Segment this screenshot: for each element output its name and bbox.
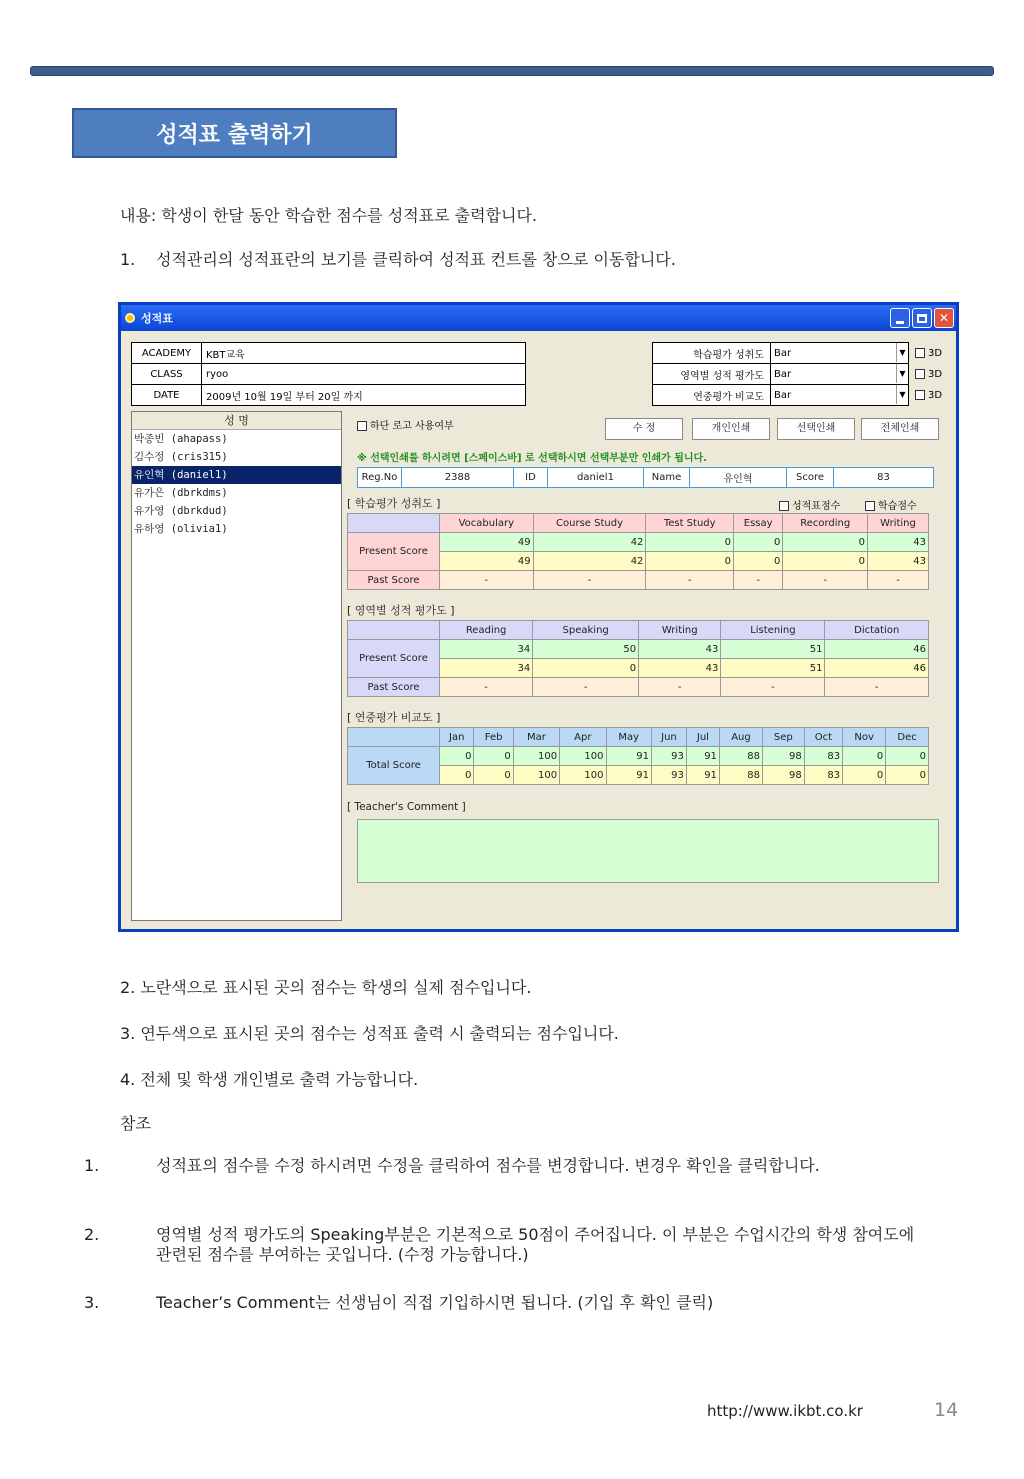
chevron-down-icon[interactable]: ▼ <box>896 343 908 362</box>
score-cell: 98 <box>763 766 805 785</box>
present-score-label: Present Score <box>348 533 440 571</box>
score-cell: 49 <box>440 552 534 571</box>
past-cell: - <box>825 678 929 697</box>
score-cell: 0 <box>886 766 929 785</box>
col-header: Essay <box>733 514 782 533</box>
check-report-score[interactable]: 성적표점수 <box>779 497 840 512</box>
col-header: May <box>606 728 652 747</box>
col-header: Speaking <box>533 621 639 640</box>
score-cell: 0 <box>733 552 782 571</box>
app-icon <box>125 313 135 323</box>
score-cell: 83 <box>804 747 842 766</box>
score-cell: 91 <box>606 766 652 785</box>
score-cell: 46 <box>825 659 929 678</box>
score-cell[interactable]: 50 <box>533 640 639 659</box>
past-cell: - <box>440 571 534 590</box>
area-table <box>347 620 929 697</box>
col-header: Writing <box>639 621 721 640</box>
chevron-down-icon[interactable]: ▼ <box>896 364 908 383</box>
chart-type-selects <box>652 342 943 406</box>
step-1 <box>120 247 676 270</box>
score-cell[interactable]: 0 <box>733 533 782 552</box>
score-cell: 100 <box>560 766 606 785</box>
reg-label: Reg.No <box>358 468 402 488</box>
footer-url[interactable]: http://www.ikbt.co.kr <box>707 1402 863 1420</box>
score-cell[interactable]: 0 <box>646 533 734 552</box>
score-cell[interactable]: 42 <box>533 533 646 552</box>
score-cell: 100 <box>513 747 559 766</box>
score-cell: 88 <box>719 766 762 785</box>
score-cell[interactable]: 51 <box>721 640 825 659</box>
checkbox-icon[interactable] <box>915 369 925 379</box>
score-cell[interactable]: 34 <box>440 640 533 659</box>
student-info-row <box>357 467 934 488</box>
score-cell: 98 <box>763 747 805 766</box>
list-item[interactable]: 박종빈 (ahapass) <box>134 433 228 445</box>
score-cell: 0 <box>646 552 734 571</box>
score-cell: 0 <box>843 747 886 766</box>
score-cell: 0 <box>440 766 474 785</box>
col-header: Vocabulary <box>440 514 534 533</box>
score-label: Score <box>787 468 834 488</box>
total-score-label: Total Score <box>348 747 440 785</box>
select-yearly[interactable]: Bar ▼ <box>771 385 909 406</box>
report-panel <box>347 411 950 921</box>
ref-item-3 <box>84 1293 920 1313</box>
col-header: Aug <box>719 728 762 747</box>
maximize-icon[interactable] <box>912 308 932 328</box>
score-cell: 0 <box>533 659 639 678</box>
note-green: 3. 연두색으로 표시된 곳의 점수는 성적표 출력 시 출력되는 점수입니다. <box>120 1024 619 1043</box>
chevron-down-icon[interactable]: ▼ <box>896 385 908 404</box>
score-cell: 0 <box>886 747 929 766</box>
yearly-table <box>347 727 929 785</box>
score-cell: 51 <box>721 659 825 678</box>
col-header: Feb <box>474 728 513 747</box>
col-header: Jun <box>652 728 687 747</box>
score-cell: 0 <box>474 747 513 766</box>
corner-cell <box>348 728 440 747</box>
ref-num: 2. <box>84 1225 100 1244</box>
score-cell: 0 <box>474 766 513 785</box>
score-cell: 91 <box>686 766 719 785</box>
achievement-table <box>347 513 929 590</box>
info-table <box>131 342 526 406</box>
page-number: 14 <box>934 1399 959 1421</box>
col-header: Course Study <box>533 514 646 533</box>
list-header: 성 명 <box>132 412 341 430</box>
date-label: DATE <box>132 385 202 406</box>
col-header: Jul <box>686 728 719 747</box>
class-value[interactable]: ryoo <box>202 364 526 385</box>
list-item[interactable]: 유가영 (dbrkdud) <box>134 505 228 517</box>
past-score-label: Past Score <box>348 571 440 590</box>
past-cell: - <box>721 678 825 697</box>
step-1-num: 1. <box>120 250 136 269</box>
col-header: Nov <box>843 728 886 747</box>
col-header: Dictation <box>825 621 929 640</box>
student-list <box>131 411 342 921</box>
checkbox-icon[interactable] <box>915 390 925 400</box>
reg-value: 2388 <box>402 468 514 488</box>
checkbox-icon[interactable] <box>357 421 367 431</box>
checkbox-icon[interactable] <box>915 348 925 358</box>
col-header: Reading <box>440 621 533 640</box>
window-titlebar <box>121 305 956 331</box>
ref-text: 성적표의 점수를 수정 하시려면 수정을 클릭하여 점수를 변경합니다. 변경우 확인을 클릭합니다. <box>156 1156 820 1175</box>
edit-button[interactable]: 수 정 <box>605 418 683 440</box>
academy-value[interactable]: KBT교육 <box>202 343 526 364</box>
select-label: 학습평가 성취도 <box>653 343 771 364</box>
print-individual-button[interactable]: 개인인쇄 <box>692 418 770 440</box>
list-item-selected[interactable]: 유인혁 (daniel1) <box>132 466 341 484</box>
academy-label: ACADEMY <box>132 343 202 364</box>
col-header: Oct <box>804 728 842 747</box>
name-label: Name <box>644 468 690 488</box>
section-area-title: [ 영역별 성적 평가도 ] <box>347 604 455 617</box>
score-cell: 100 <box>513 766 559 785</box>
note-print: 4. 전체 및 학생 개인별로 출력 가능합니다. <box>120 1070 419 1089</box>
past-cell: - <box>440 678 533 697</box>
teacher-comment-input[interactable] <box>357 819 939 883</box>
logo-toggle[interactable]: 하단 로고 사용여부 <box>357 417 454 432</box>
print-notice: ※ 선택인쇄를 하시려면 [스페이스바] 로 선택하시면 선택부분만 인쇄가 됩니다. <box>357 453 707 464</box>
name-value: 유인혁 <box>690 468 787 488</box>
select-label: 영역별 성적 평가도 <box>653 364 771 385</box>
score-cell: 91 <box>686 747 719 766</box>
past-cell: - <box>646 571 734 590</box>
comment-title: [ Teacher's Comment ] <box>347 801 466 813</box>
score-cell[interactable]: 43 <box>868 533 929 552</box>
check-3d[interactable]: 3D <box>909 385 943 406</box>
col-header: Dec <box>886 728 929 747</box>
report-card-window <box>118 302 959 932</box>
score-cell: 34 <box>440 659 533 678</box>
page-title: 성적표 출력하기 <box>72 108 397 158</box>
past-cell: - <box>733 571 782 590</box>
corner-cell <box>348 621 440 640</box>
section-yearly-title: [ 연중평가 비교도 ] <box>347 711 441 724</box>
ref-text: Teacher’s Comment는 선생님이 직접 기입하시면 됩니다. (기입 후 확인 클릭) <box>156 1293 714 1312</box>
top-rule <box>30 66 994 76</box>
list-item[interactable]: 유가은 (dbrkdms) <box>134 487 228 499</box>
present-score-label: Present Score <box>348 640 440 678</box>
checkbox-icon[interactable] <box>779 501 789 511</box>
close-icon[interactable]: ✕ <box>934 308 954 328</box>
check-3d[interactable]: 3D <box>909 364 943 385</box>
score-cell: 83 <box>804 766 842 785</box>
col-header: Apr <box>560 728 606 747</box>
col-header: Sep <box>763 728 805 747</box>
check-study-score[interactable]: 학습점수 <box>865 497 917 512</box>
col-header: Writing <box>868 514 929 533</box>
print-all-button[interactable]: 전체인쇄 <box>861 418 939 440</box>
score-cell[interactable]: 46 <box>825 640 929 659</box>
select-label: 연중평가 비교도 <box>653 385 771 406</box>
step-1-text: 성적관리의 성적표란의 보기를 클릭하여 성적표 컨트롤 창으로 이동합니다. <box>156 250 676 269</box>
score-cell: 93 <box>652 747 687 766</box>
col-header: Jan <box>440 728 474 747</box>
score-cell: 0 <box>783 552 868 571</box>
checkbox-icon[interactable] <box>865 501 875 511</box>
select-area[interactable]: Bar ▼ <box>771 364 909 385</box>
col-header: Test Study <box>646 514 734 533</box>
check-3d[interactable]: 3D <box>909 343 943 364</box>
reference-heading: 참조 <box>120 1114 151 1133</box>
score-cell: 91 <box>606 747 652 766</box>
list-item[interactable]: 유하영 (olivia1) <box>134 523 228 535</box>
date-value[interactable]: 2009년 10월 19일 부터 20일 까지 <box>202 385 526 406</box>
ref-item-1 <box>84 1156 920 1176</box>
ref-text: 영역별 성적 평가도의 Speaking부분은 기본적으로 50점이 주어집니다. 이 부분은 수업시간의 학생 참여도에 관련된 점수를 부여하는 곳입니다. (수정 가능합니다.) <box>156 1225 915 1264</box>
corner-cell <box>348 514 440 533</box>
score-cell: 43 <box>868 552 929 571</box>
ref-item-2 <box>84 1225 920 1265</box>
ref-num: 1. <box>84 1156 100 1175</box>
past-cell: - <box>639 678 721 697</box>
id-value: daniel1 <box>548 468 644 488</box>
select-achievement[interactable]: Bar ▼ <box>771 343 909 364</box>
past-cell: - <box>783 571 868 590</box>
score-cell: 100 <box>560 747 606 766</box>
score-cell: 88 <box>719 747 762 766</box>
score-cell: 0 <box>440 747 474 766</box>
past-score-label: Past Score <box>348 678 440 697</box>
section-achievement-title: [ 학습평가 성취도 ] <box>347 497 441 510</box>
score-cell[interactable]: 43 <box>639 640 721 659</box>
note-yellow: 2. 노란색으로 표시된 곳의 점수는 학생의 실제 점수입니다. <box>120 978 532 997</box>
col-header: Listening <box>721 621 825 640</box>
past-cell: - <box>533 571 646 590</box>
minimize-icon[interactable] <box>890 308 910 328</box>
list-item[interactable]: 김수정 (cris315) <box>134 451 228 463</box>
col-header: Recording <box>783 514 868 533</box>
score-cell[interactable]: 49 <box>440 533 534 552</box>
past-cell: - <box>868 571 929 590</box>
score-cell[interactable]: 0 <box>783 533 868 552</box>
score-cell: 42 <box>533 552 646 571</box>
class-label: CLASS <box>132 364 202 385</box>
past-cell: - <box>533 678 639 697</box>
ref-num: 3. <box>84 1293 100 1312</box>
window-title: 성적표 <box>141 312 173 325</box>
intro-text: 내용: 학생이 한달 동안 학습한 점수를 성적표로 출력합니다. <box>120 206 538 225</box>
score-cell: 93 <box>652 766 687 785</box>
score-value: 83 <box>834 468 934 488</box>
score-cell: 0 <box>843 766 886 785</box>
col-header: Mar <box>513 728 559 747</box>
score-cell: 43 <box>639 659 721 678</box>
id-label: ID <box>514 468 548 488</box>
print-selected-button[interactable]: 선택인쇄 <box>777 418 855 440</box>
